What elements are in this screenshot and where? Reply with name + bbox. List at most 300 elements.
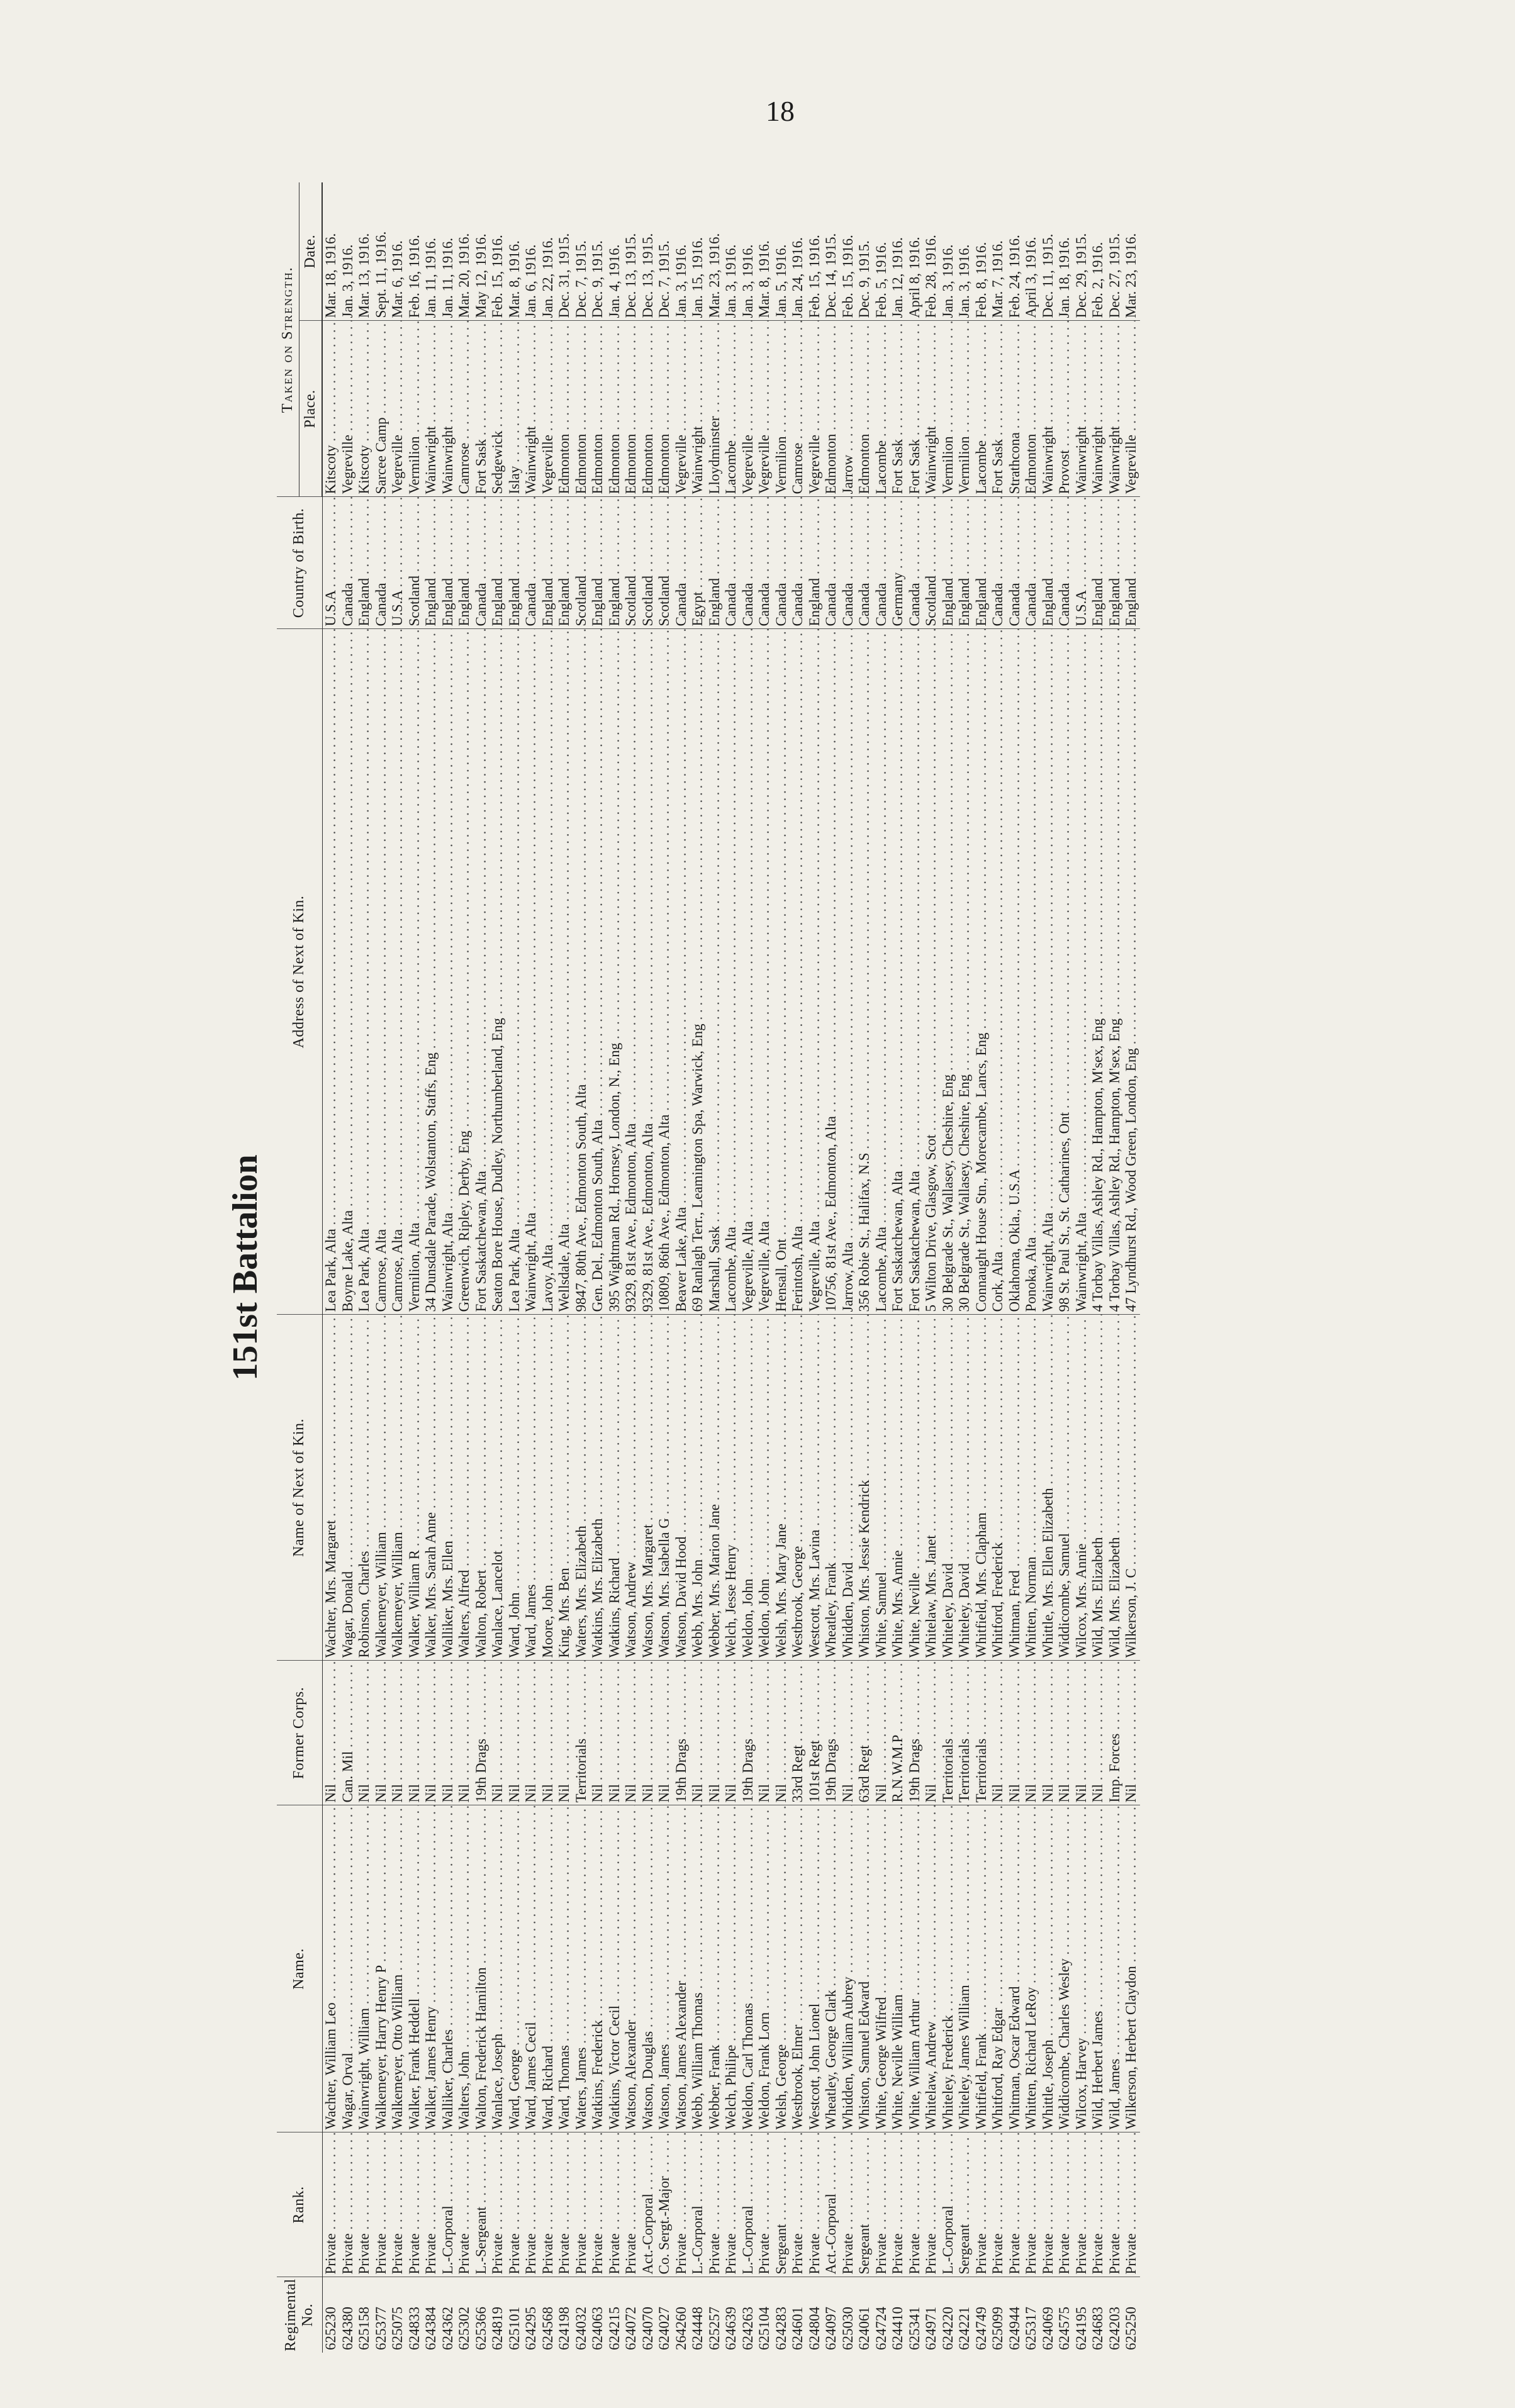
address-cell: [823, 629, 840, 1315]
country-cell-text: England: [489, 577, 505, 627]
country-cell-text: U.S.A: [389, 591, 405, 627]
place-cell-text: Lloydminster: [706, 416, 722, 494]
table-row: [940, 182, 957, 2353]
former-corps-cell: [990, 1661, 1007, 1805]
name-cell: [756, 1805, 773, 2132]
address-cell: [440, 629, 457, 1315]
rank-cell: [840, 2132, 857, 2277]
next-of-kin-cell: [873, 1315, 890, 1661]
country-cell: [573, 497, 590, 629]
name-cell-text: Ward, Richard: [539, 2045, 556, 2130]
address-cell-text: Greenwich, Ripley, Derby, Eng: [456, 1130, 472, 1312]
place-cell: [456, 321, 473, 497]
address-cell-text: Wainwright, Alta: [1039, 1212, 1056, 1312]
place-cell: [907, 321, 924, 497]
address-cell: [856, 629, 873, 1315]
address-cell: [756, 629, 773, 1315]
country-cell-text: Canada: [773, 582, 789, 627]
country-cell-text: Canada: [372, 582, 389, 627]
rank-cell-text: Private: [556, 2233, 572, 2275]
address-cell: [873, 629, 890, 1315]
place-cell: [1073, 321, 1090, 497]
former-corps-cell-text: Nil: [506, 1784, 522, 1803]
place-cell: [923, 321, 940, 497]
regimental-no-cell: [740, 2277, 757, 2353]
former-corps-cell: [373, 1661, 390, 1805]
country-cell-text: England: [973, 577, 989, 627]
rank-cell: [973, 2132, 990, 2277]
name-cell: [389, 1805, 406, 2132]
address-cell: [690, 629, 707, 1315]
place-cell: [1023, 321, 1040, 497]
place-cell: [590, 321, 607, 497]
date-cell: [890, 182, 907, 321]
address-cell-text: 47 Lyndhurst Rd., Wood Green, London, Eng: [1123, 1048, 1139, 1312]
regimental-no-cell-text: 624198: [556, 2307, 572, 2350]
table-row: [640, 182, 657, 2353]
date-cell: [1123, 182, 1140, 321]
address-cell: [890, 629, 907, 1315]
former-corps-cell-text: Nil: [406, 1784, 422, 1803]
regimental-no-cell: [723, 2277, 740, 2353]
regimental-no-cell-text: 624070: [639, 2307, 656, 2350]
name-cell: [623, 1805, 640, 2132]
rank-cell: [890, 2132, 907, 2277]
name-cell: [840, 1805, 857, 2132]
date-cell-text: Feb. 24, 1916.: [1006, 235, 1022, 318]
former-corps-cell: [473, 1661, 490, 1805]
name-cell-text: Westbrook, Elmer: [790, 2024, 805, 2130]
name-cell: [506, 1805, 523, 2132]
name-cell: [940, 1805, 957, 2132]
country-cell: [956, 497, 973, 629]
address-cell-text: Camrose, Alta: [389, 1229, 405, 1312]
regimental-no-cell: [356, 2277, 373, 2353]
rank-cell-text: Private: [806, 2233, 822, 2275]
next-of-kin-cell: [940, 1315, 957, 1661]
place-cell: [756, 321, 773, 497]
next-of-kin-cell-text: Wilkerson, J. C: [1123, 1568, 1139, 1658]
place-cell: [389, 321, 406, 497]
header-name-of-next-of-kin: Name of Next of Kin.: [277, 1315, 322, 1661]
address-cell: [373, 629, 390, 1315]
name-cell: [707, 1805, 724, 2132]
date-cell-text: Jan. 24, 1916.: [790, 237, 805, 318]
table-row: [556, 182, 573, 2353]
name-cell: [723, 1805, 740, 2132]
table-row: [773, 182, 790, 2353]
next-of-kin-cell-text: Walkemeyer, William: [389, 1532, 405, 1658]
rank-cell-text: Private: [406, 2233, 422, 2275]
table-row: [923, 182, 940, 2353]
country-cell: [856, 497, 873, 629]
former-corps-cell-text: Can. Mil: [339, 1751, 355, 1803]
regimental-no-cell: [1123, 2277, 1140, 2353]
rank-cell-text: L.-Corporal: [739, 2205, 756, 2275]
next-of-kin-cell: [756, 1315, 773, 1661]
next-of-kin-cell: [523, 1315, 540, 1661]
regimental-no-cell-text: 625377: [372, 2307, 389, 2350]
regimental-no-cell-text: 624203: [1106, 2307, 1122, 2350]
date-cell: [856, 182, 873, 321]
country-cell: [756, 497, 773, 629]
name-cell-text: White, Neville William: [890, 1994, 905, 2130]
page-number: 18: [766, 95, 795, 127]
name-cell: [823, 1805, 840, 2132]
regimental-no-cell-text: 624061: [856, 2307, 872, 2350]
regimental-no-cell-text: 624072: [623, 2307, 639, 2350]
name-cell: [1107, 1805, 1124, 2132]
table-row: [973, 182, 990, 2353]
table-row: [990, 182, 1007, 2353]
date-cell: [356, 182, 373, 321]
rank-cell: [940, 2132, 957, 2277]
address-cell: [673, 629, 690, 1315]
date-cell-text: Dec. 13, 1915.: [639, 233, 656, 318]
date-cell: [373, 182, 390, 321]
address-cell: [340, 629, 357, 1315]
regimental-no-cell: [423, 2277, 440, 2353]
next-of-kin-cell-text: Wanlace, Lancelot: [489, 1550, 505, 1658]
date-cell-text: Mar. 8, 1916.: [506, 240, 522, 318]
next-of-kin-cell-text: Waters, Mrs. Elizabeth: [573, 1525, 589, 1658]
date-cell: [523, 182, 540, 321]
regimental-no-cell-text: 624749: [973, 2307, 989, 2350]
former-corps-cell-text: 19th Drags: [673, 1738, 689, 1803]
name-cell: [489, 1805, 506, 2132]
place-cell-text: Wainwright: [1106, 426, 1122, 494]
table-row: [523, 182, 540, 2353]
table-body: [322, 182, 1140, 2353]
place-cell: [623, 321, 640, 497]
regimental-no-cell-text: 624944: [1006, 2307, 1022, 2350]
date-cell: [956, 182, 973, 321]
name-cell-text: Westcott, John Lionel: [806, 2003, 822, 2130]
address-cell-text: Lavoy, Alta: [539, 1244, 556, 1312]
name-cell-text: Walliker, Charles: [439, 2029, 456, 2130]
rank-cell: [740, 2132, 757, 2277]
place-cell-text: Fort Sask: [890, 438, 905, 494]
date-cell-text: Feb. 15, 1916.: [489, 235, 505, 318]
rank-cell: [556, 2132, 573, 2277]
date-cell: [389, 182, 406, 321]
address-cell: [556, 629, 573, 1315]
rank-cell-text: Private: [673, 2233, 689, 2275]
country-cell-text: England: [456, 577, 472, 627]
former-corps-cell: [322, 1661, 340, 1805]
name-cell-text: Whitman, Oscar Edward: [1006, 1986, 1022, 2130]
rank-cell-text: Private: [1056, 2233, 1072, 2275]
next-of-kin-cell: [1056, 1315, 1073, 1661]
address-cell-text: 30 Belgrade St., Wallasey, Cheshire, Eng: [939, 1074, 956, 1312]
name-cell: [340, 1805, 357, 2132]
next-of-kin-cell-text: Whitman, Fred: [1006, 1570, 1022, 1658]
address-cell-text: Hensall, Ont: [773, 1239, 789, 1312]
date-cell-text: Jan. 11, 1916.: [423, 237, 439, 318]
name-cell-text: Watson, Alexander: [623, 2020, 639, 2130]
date-cell: [1023, 182, 1040, 321]
country-cell-text: Germany: [890, 572, 905, 627]
rank-cell-text: Private: [923, 2233, 939, 2275]
former-corps-cell: [389, 1661, 406, 1805]
address-cell-text: Lea Park, Alta: [356, 1229, 372, 1312]
date-cell-text: Feb. 5, 1916.: [873, 242, 889, 318]
rank-cell-text: Private: [1123, 2233, 1139, 2275]
place-cell-text: Vegreville: [806, 434, 822, 494]
place-cell-text: Camrose: [456, 442, 472, 494]
regimental-no-cell: [373, 2277, 390, 2353]
country-cell: [823, 497, 840, 629]
name-cell: [990, 1805, 1007, 2132]
former-corps-cell: [456, 1661, 473, 1805]
regimental-no-cell: [956, 2277, 973, 2353]
next-of-kin-cell: [907, 1315, 924, 1661]
former-corps-cell-text: Nil: [990, 1784, 1005, 1803]
next-of-kin-cell-text: Whidden, David: [839, 1562, 856, 1658]
regimental-no-cell: [990, 2277, 1007, 2353]
rank-cell-text: Private: [1006, 2233, 1022, 2275]
address-cell-text: Vermilion, Alta: [406, 1222, 422, 1312]
rank-cell: [322, 2132, 340, 2277]
table-row: [1123, 182, 1140, 2353]
next-of-kin-cell-text: Webb, Mrs. John: [690, 1559, 705, 1658]
rank-cell-text: Private: [372, 2233, 389, 2275]
name-cell: [440, 1805, 457, 2132]
address-cell: [956, 629, 973, 1315]
rank-cell-text: Private: [389, 2233, 405, 2275]
former-corps-cell: [707, 1661, 724, 1805]
former-corps-cell: [656, 1661, 673, 1805]
country-cell-text: Scotland: [406, 576, 422, 627]
country-cell: [590, 497, 607, 629]
rank-cell-text: Sergeant: [773, 2224, 789, 2275]
next-of-kin-cell-text: Ward, John: [506, 1592, 522, 1658]
country-cell-text: England: [606, 577, 622, 627]
next-of-kin-cell-text: Westcott, Mrs. Lavina: [806, 1529, 822, 1658]
country-cell-text: England: [556, 577, 572, 627]
table-row: [356, 182, 373, 2353]
name-cell-text: Walton, Frederick Hamilton: [472, 1967, 489, 2130]
date-cell: [1073, 182, 1090, 321]
place-cell-text: Fort Sask: [472, 438, 489, 494]
former-corps-cell: [823, 1661, 840, 1805]
place-cell: [423, 321, 440, 497]
regimental-no-cell-text: 625075: [389, 2307, 405, 2350]
date-cell-text: Jan. 22, 1916.: [539, 237, 556, 318]
former-corps-cell-text: Nil: [556, 1784, 572, 1803]
next-of-kin-cell-text: Westbrook, George: [790, 1546, 805, 1658]
address-cell: [573, 629, 590, 1315]
regimental-no-cell-text: 624032: [573, 2307, 589, 2350]
regimental-no-cell: [322, 2277, 340, 2353]
former-corps-cell-text: Nil: [1006, 1784, 1022, 1803]
next-of-kin-cell: [890, 1315, 907, 1661]
country-cell-text: Canada: [723, 582, 739, 627]
next-of-kin-cell-text: Walters, Alfred: [456, 1569, 472, 1658]
country-cell-text: U.S.A: [1073, 591, 1089, 627]
place-cell-text: Edmonton: [823, 433, 839, 494]
regimental-no-cell: [623, 2277, 640, 2353]
date-cell-text: Jan. 3, 1916.: [939, 244, 956, 318]
regimental-no-cell: [840, 2277, 857, 2353]
name-cell: [1056, 1805, 1073, 2132]
header-former-corps: Former Corps.: [277, 1661, 322, 1805]
former-corps-cell: [406, 1661, 423, 1805]
name-cell: [423, 1805, 440, 2132]
place-cell-text: Jarrow: [839, 454, 856, 494]
former-corps-cell: [790, 1661, 807, 1805]
country-cell-text: England: [506, 577, 522, 627]
name-cell-text: Whidden, William Aubrey: [839, 1976, 856, 2130]
next-of-kin-cell-text: Wilcox, Mrs. Annie: [1073, 1543, 1089, 1658]
next-of-kin-cell: [1040, 1315, 1057, 1661]
name-cell-text: Wanlace, Joseph: [489, 2033, 505, 2130]
rank-cell: [873, 2132, 890, 2277]
rank-cell: [373, 2132, 390, 2277]
rank-cell: [423, 2132, 440, 2277]
date-cell-text: May 12, 1916.: [472, 233, 489, 318]
address-cell-text: Vegreville, Alta: [756, 1221, 772, 1312]
regimental-no-cell: [756, 2277, 773, 2353]
regimental-no-cell-text: 625230: [322, 2307, 338, 2350]
place-cell: [673, 321, 690, 497]
table-row: [1107, 182, 1124, 2353]
country-cell: [1090, 497, 1107, 629]
table-row: [489, 182, 506, 2353]
former-corps-cell-text: Nil: [639, 1784, 656, 1803]
regimental-no-cell-text: 624063: [590, 2307, 605, 2350]
date-cell: [607, 182, 623, 321]
name-cell: [356, 1805, 373, 2132]
former-corps-cell-text: Territorials: [573, 1738, 589, 1803]
former-corps-cell: [890, 1661, 907, 1805]
rank-cell: [690, 2132, 707, 2277]
date-cell-text: Mar. 8, 1916.: [756, 240, 772, 318]
next-of-kin-cell-text: Walker, Mrs. Sarah Anne: [423, 1512, 439, 1658]
place-cell: [1007, 321, 1024, 497]
rank-cell-text: Private: [606, 2233, 622, 2275]
next-of-kin-cell-text: Watson, Andrew: [623, 1561, 639, 1658]
regimental-no-cell: [389, 2277, 406, 2353]
regimental-no-cell-text: 625250: [1123, 2307, 1139, 2350]
address-cell-text: 4 Torbay Villas, Ashley Rd., Hampton, M'sex, Eng: [1106, 1018, 1122, 1312]
roll-table: [277, 182, 1140, 2353]
date-cell-text: Jan. 6, 1916.: [523, 244, 539, 318]
regimental-no-cell-text: 625158: [356, 2307, 372, 2350]
date-cell: [723, 182, 740, 321]
country-cell: [640, 497, 657, 629]
former-corps-cell-text: Nil: [356, 1784, 372, 1803]
rank-cell: [723, 2132, 740, 2277]
place-cell: [973, 321, 990, 497]
date-cell-text: Jan. 3, 1916.: [673, 244, 689, 318]
next-of-kin-cell-text: White, Neville: [906, 1573, 922, 1658]
date-cell-text: Jan. 5, 1916.: [773, 244, 789, 318]
address-cell-text: Oklahoma, Okla., U.S.A: [1006, 1169, 1022, 1312]
former-corps-cell: [723, 1661, 740, 1805]
name-cell: [640, 1805, 657, 2132]
next-of-kin-cell-text: Wachter, Mrs. Margaret: [322, 1520, 338, 1658]
next-of-kin-cell: [473, 1315, 490, 1661]
regimental-no-cell-text: 625101: [506, 2307, 522, 2350]
name-cell-text: Watson, Douglas: [639, 2031, 656, 2130]
regimental-no-cell-text: 624263: [739, 2307, 756, 2350]
country-cell-text: Canada: [673, 582, 689, 627]
name-cell: [1023, 1805, 1040, 2132]
date-cell-text: Mar. 7, 1916.: [990, 240, 1005, 318]
next-of-kin-cell-text: Welsh, Mrs. Mary Jane: [773, 1524, 789, 1658]
rank-cell: [707, 2132, 724, 2277]
date-cell: [656, 182, 673, 321]
rank-cell-text: Private: [456, 2233, 472, 2275]
regimental-no-cell: [1107, 2277, 1124, 2353]
country-cell: [340, 497, 357, 629]
table-row: [756, 182, 773, 2353]
rank-cell-text: Private: [623, 2233, 639, 2275]
table-row: [723, 182, 740, 2353]
regimental-no-cell-text: 625366: [472, 2307, 489, 2350]
rank-cell: [1090, 2132, 1107, 2277]
regimental-no-cell-text: 624221: [956, 2307, 972, 2350]
former-corps-cell: [940, 1661, 957, 1805]
place-cell-text: Sarcee Camp: [372, 417, 389, 494]
name-cell: [573, 1805, 590, 2132]
country-cell: [873, 497, 890, 629]
next-of-kin-cell: [623, 1315, 640, 1661]
date-cell-text: Feb. 15, 1916.: [839, 235, 856, 318]
rank-cell-text: Private: [890, 2233, 905, 2275]
address-cell-text: Beaver Lake, Alta: [673, 1207, 689, 1312]
country-cell: [690, 497, 707, 629]
country-cell-text: Canada: [1006, 582, 1022, 627]
regimental-no-cell: [940, 2277, 957, 2353]
regimental-no-cell: [340, 2277, 357, 2353]
place-cell: [956, 321, 973, 497]
rank-cell-text: Act.-Corporal: [823, 2193, 839, 2275]
next-of-kin-cell: [1123, 1315, 1140, 1661]
place-cell-text: Wainwright: [1090, 426, 1105, 494]
date-cell-text: Dec. 7, 1915.: [656, 240, 672, 318]
next-of-kin-cell-text: White, Samuel: [873, 1571, 889, 1658]
former-corps-cell: [573, 1661, 590, 1805]
former-corps-cell-text: Territorials: [973, 1738, 989, 1803]
regimental-no-cell: [640, 2277, 657, 2353]
next-of-kin-cell: [923, 1315, 940, 1661]
former-corps-cell-text: 101st Regt: [806, 1740, 822, 1803]
country-cell: [790, 497, 807, 629]
table-row: [890, 182, 907, 2353]
place-cell-text: Vermilion: [956, 436, 972, 494]
date-cell: [1090, 182, 1107, 321]
table-row: [656, 182, 673, 2353]
date-cell: [756, 182, 773, 321]
country-cell-text: Scotland: [573, 576, 589, 627]
name-cell-text: Whiston, Samuel Edward: [856, 1981, 872, 2130]
address-cell-text: Vegreville, Alta: [739, 1221, 756, 1312]
rank-cell: [790, 2132, 807, 2277]
name-cell: [1007, 1805, 1024, 2132]
date-cell-text: Mar. 13, 1916.: [356, 233, 372, 318]
date-cell-text: April 8, 1916.: [906, 237, 922, 318]
table-row: [823, 182, 840, 2353]
country-cell-text: Canada: [906, 582, 922, 627]
country-cell: [356, 497, 373, 629]
place-cell-text: Wainwright: [1039, 426, 1056, 494]
rank-cell: [506, 2132, 523, 2277]
address-cell-text: Lea Park, Alta: [506, 1229, 522, 1312]
rank-cell: [756, 2132, 773, 2277]
regimental-no-cell: [1090, 2277, 1107, 2353]
